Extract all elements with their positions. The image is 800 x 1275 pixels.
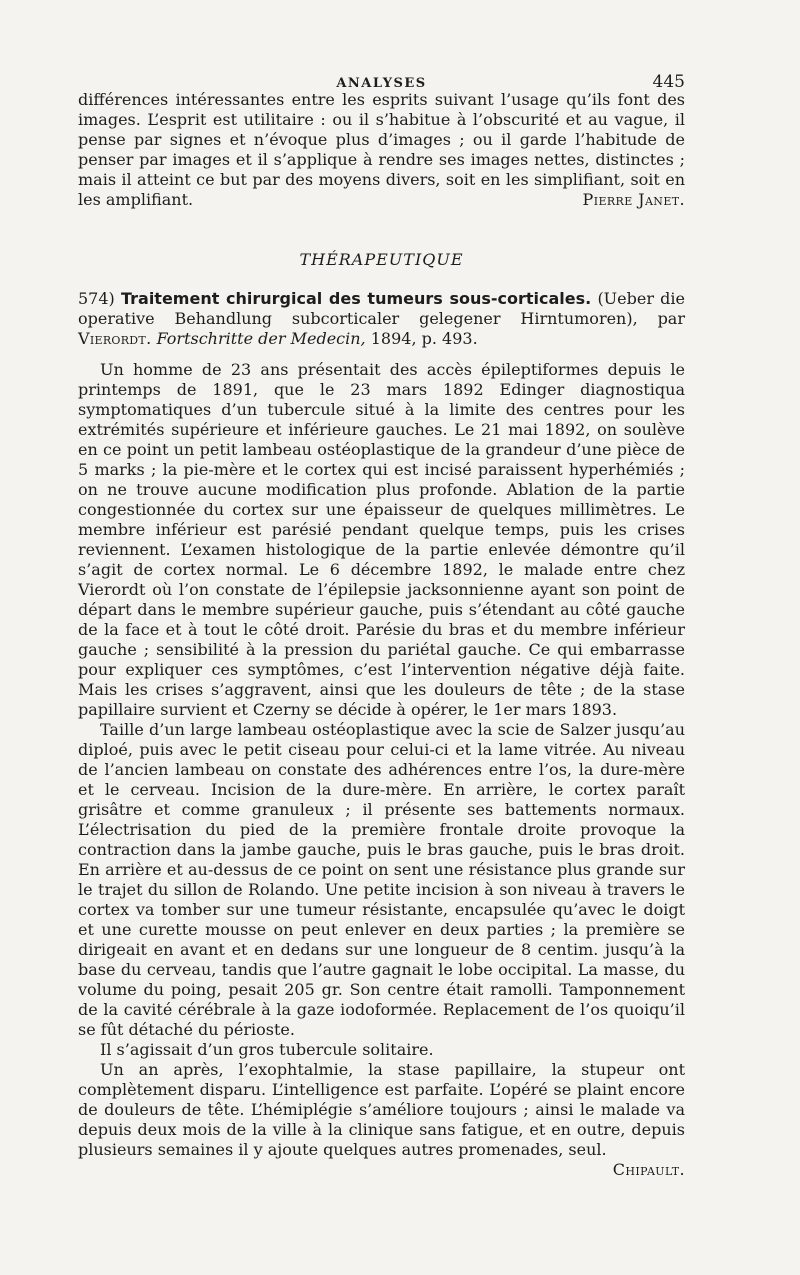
intro-text: différences intéressantes entre les esprits suivant l’usage qu’ils font des images. L’esprit est utilitaire : ou il s’habitue à l’obscurité et au vague, il pense par signes et n’évoque plus d’images ; ou il garde l’habitude de penser par images et il s’applique à rendre ses images nettes, distinctes ; mais il atteint ce but par des moyens divers, soit en les simplifiant, soit en les amplifiant. — [78, 90, 685, 209]
body-paragraph: Il s’agissait d’un gros tubercule solitaire. — [100, 1040, 434, 1059]
article-citation: 1894, p. 493. — [370, 329, 478, 348]
intro-paragraph — [78, 90, 685, 210]
body-paragraph: Un homme de 23 ans présentait des accès épileptiformes depuis le printemps de 1891, que le 23 mars 1892 Edinger diagnostiqua symptomatiques d’un tubercule situé à la limite des centres pour les extrémités supérieure et inférieure gauches. Le 21 mai 1892, on soulève en ce point un petit lambeau ostéoplastique de la grandeur d’une pièce de 5 marks ; la pie-mère et le cortex qui est incisé paraissent hyperhémiés ; on ne trouve aucune modification plus profonde. Ablation de la partie congestionnée du cortex sur une épaisseur de quelques millimètres. Le membre inférieur est parésié pendant quelque temps, puis les crises reviennent. L’examen histologique de la partie enlevée démontre qu’il s’agit de cortex normal. Le 6 décembre 1892, le malade entre chez Vierordt où l’on constate de l’épilepsie jacksonnienne ayant son point de départ dans le membre supérieur gauche, puis s’étendant au côté gauche de la face et à tout le côté droit. Parésie du bras et du membre inférieur gauche ; sensibilité à la pression du pariétal gauche. Ce qui embarrasse pour expliquer ces symptômes, c’est l’intervention négative déjà faite. Mais les crises s’aggravent, ainsi que les douleurs de tête ; de la stase papillaire survient et Czerny se décide à opérer, le 1er mars 1893. — [78, 360, 685, 719]
article-heading — [78, 289, 685, 349]
intro-signature: Pierre Janet. — [582, 190, 685, 209]
article-journal: Fortschritte der Medecin, — [156, 329, 366, 348]
article-number: 574) — [78, 289, 115, 308]
article-author: Vierordt. — [78, 329, 152, 348]
running-title: ANALYSES — [336, 76, 427, 91]
running-header — [78, 62, 685, 90]
article-subtitle: (Ueber die operative Behandlung subcorticaler gelegener Hirntumoren), par — [78, 289, 686, 328]
body-paragraph: Taille d’un large lambeau ostéoplastique avec la scie de Salzer jusqu’au diploé, puis avec le petit ciseau pour celui-ci et la lame vitrée. Au niveau de l’ancien lambeau on constate des adhérences entre l’os, la dure-mère et le cerveau. Incision de la dure-mère. En arrière, le cortex paraît grisâtre et comme granuleux ; il présente ses battements normaux. L’électrisation du pied de la première frontale droite provoque la contraction dans la jambe gauche, puis le bras gauche, puis le bras droit. En arrière et au-dessus de ce point on sent une résistance plus grande sur le trajet du sillon de Rolando. Une petite incision à son niveau à travers le cortex va tomber sur une tumeur résistante, encapsulée qu’avec le doigt et une curette mousse on peut enlever en deux parties ; la première se dirigeait en avant et en dedans sur une longueur de 8 centim. jusqu’à la base du cerveau, tandis que l’autre gagnait le lobe occipital. La masse, du volume du poing, pesait 205 gr. Son centre était ramolli. Tamponnement de la cavité cérébrale à la gaze iodoformée. Replacement de l’os quoiqu’il se fût détaché du périoste. — [78, 720, 685, 1039]
closing-block — [78, 1060, 685, 1180]
article-body — [78, 360, 685, 1180]
article-title: Traitement chirurgical des tumeurs sous-corticales. — [120, 289, 592, 308]
page-number: 445 — [652, 72, 685, 92]
closing-text: Un an après, l’exophtalmie, la stase papillaire, la stupeur ont complètement disparu. L’intelligence est parfaite. L’opéré se plaint encore de douleurs de tête. L’hémiplégie s’améliore toujours ; ainsi le malade va depuis deux mois de la ville à la clinique sans fatigue, et en outre, depuis plusieurs semaines il y ajoute quelques autres promenades, seul. — [78, 1060, 685, 1159]
section-title: THÉRAPEUTIQUE — [299, 250, 464, 269]
intro-block — [78, 90, 685, 210]
closing-paragraph — [78, 1060, 685, 1179]
closing-signature: Chipault. — [612, 1160, 685, 1179]
